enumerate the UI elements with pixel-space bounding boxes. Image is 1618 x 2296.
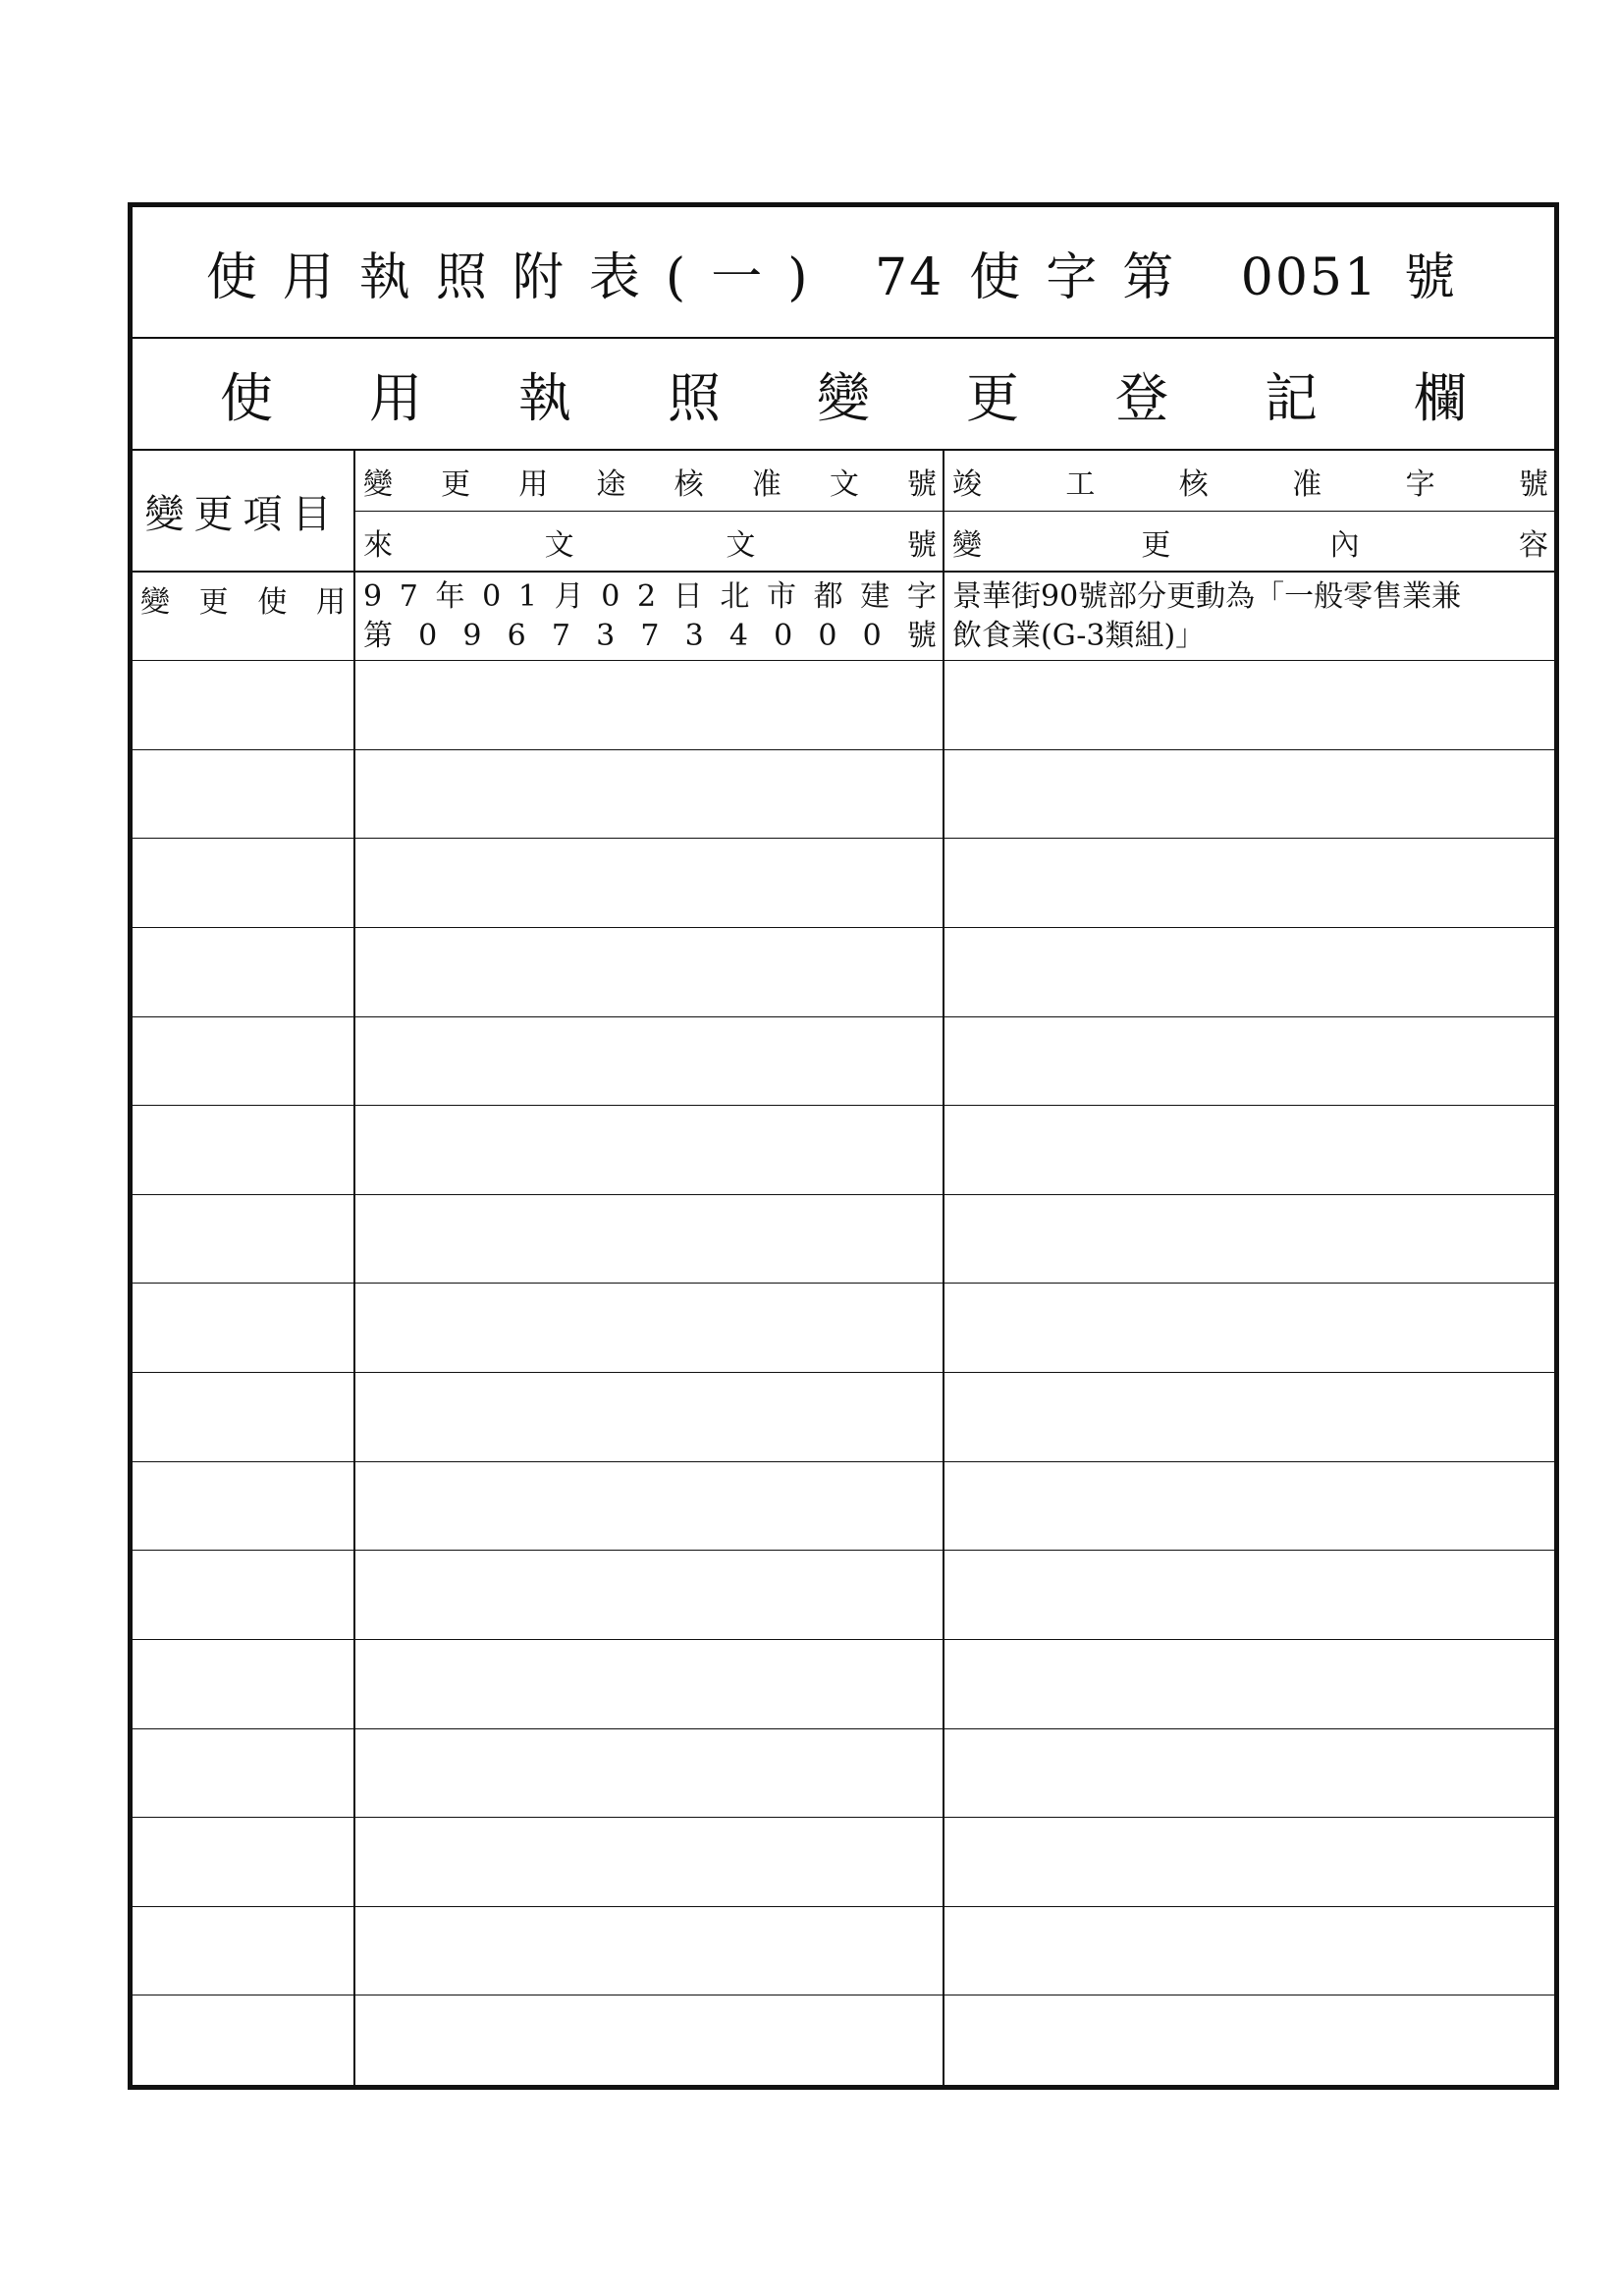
entry-item bbox=[133, 573, 353, 621]
cell-char: 0 bbox=[818, 619, 837, 653]
table-header-row bbox=[133, 451, 1554, 573]
table-row bbox=[133, 1818, 1554, 1907]
header-change-item: 變更項目 bbox=[133, 451, 355, 571]
cell-char: 3 bbox=[596, 619, 616, 653]
empty-item-cell bbox=[133, 1373, 355, 1461]
empty-content-cell bbox=[944, 1729, 1554, 1818]
empty-doc-cell bbox=[355, 839, 944, 927]
empty-doc-cell bbox=[355, 661, 944, 749]
empty-content-cell bbox=[944, 750, 1554, 839]
cell-char: 號 bbox=[906, 619, 937, 653]
cell-char: 竣 bbox=[952, 466, 982, 502]
cell-char: 6 bbox=[507, 619, 526, 653]
table-row bbox=[133, 573, 1554, 661]
cell-char: 0 bbox=[418, 619, 438, 653]
empty-content-cell bbox=[944, 1462, 1554, 1551]
empty-content-cell bbox=[944, 1017, 1554, 1106]
entry-item-cell bbox=[133, 573, 355, 660]
cell-char: 變 bbox=[363, 466, 393, 502]
empty-item-cell bbox=[133, 1640, 355, 1728]
empty-item-cell bbox=[133, 1195, 355, 1284]
empty-item-cell bbox=[133, 1284, 355, 1372]
empty-content-cell bbox=[944, 1818, 1554, 1906]
empty-item-cell bbox=[133, 1818, 355, 1906]
cell-char: 7 bbox=[551, 619, 570, 653]
cell-char: 3 bbox=[684, 619, 704, 653]
cell-char: 更 bbox=[1141, 528, 1171, 563]
empty-doc-cell bbox=[355, 1729, 944, 1818]
empty-content-cell bbox=[944, 1551, 1554, 1639]
empty-doc-cell bbox=[355, 1818, 944, 1906]
cell-char: 字 bbox=[906, 579, 937, 614]
empty-content-cell bbox=[944, 1106, 1554, 1194]
cell-char: 9 bbox=[462, 619, 482, 653]
cell-char: 更 bbox=[198, 585, 229, 620]
form-title-row bbox=[133, 207, 1554, 339]
empty-item-cell bbox=[133, 750, 355, 839]
empty-doc-cell bbox=[355, 1373, 944, 1461]
table-row bbox=[133, 1640, 1554, 1729]
empty-item-cell bbox=[133, 1017, 355, 1106]
cell-char: 9 bbox=[363, 579, 383, 614]
table-row bbox=[133, 928, 1554, 1017]
header-doc-column bbox=[355, 451, 944, 571]
empty-item-cell bbox=[133, 661, 355, 749]
table-row bbox=[133, 1551, 1554, 1640]
cell-char: 4 bbox=[728, 619, 748, 653]
form-title-middle: 使字第 bbox=[969, 247, 1200, 307]
empty-doc-cell bbox=[355, 750, 944, 839]
form-subtitle-row bbox=[133, 339, 1563, 451]
table-row bbox=[133, 1907, 1554, 1996]
table-row bbox=[133, 1373, 1554, 1462]
cell-char: 2 bbox=[636, 579, 657, 614]
cell-char: 來 bbox=[363, 528, 393, 563]
entry-doc-line-1 bbox=[355, 573, 943, 617]
cell-char: 號 bbox=[1518, 466, 1548, 502]
empty-doc-cell bbox=[355, 928, 944, 1016]
cell-char: 北 bbox=[720, 579, 750, 614]
empty-item-cell bbox=[133, 1995, 355, 2085]
cell-char: 核 bbox=[1178, 466, 1209, 502]
cell-char: 日 bbox=[673, 579, 703, 614]
header-approval-doc bbox=[355, 451, 943, 512]
cell-char: 0 bbox=[601, 579, 620, 614]
cell-char: 第 bbox=[363, 619, 393, 653]
table-row bbox=[133, 1995, 1554, 2085]
cell-char: 使 bbox=[257, 585, 288, 620]
entry-content-line-1: 景華街90號部分更動為「一般零售業兼 bbox=[952, 579, 1462, 614]
cell-char: 文 bbox=[829, 466, 859, 502]
form-title-prefix: 使用執照附表(一) bbox=[205, 247, 834, 307]
entry-doc-cell bbox=[355, 573, 944, 660]
cell-char: 容 bbox=[1518, 528, 1548, 563]
cell-char: 內 bbox=[1329, 528, 1360, 563]
cell-char: 變 bbox=[140, 585, 170, 620]
entry-content-line-2: 飲食業(G-3類組)」 bbox=[952, 619, 1206, 653]
cell-char: 更 bbox=[441, 466, 471, 502]
cell-char: 文 bbox=[544, 528, 574, 563]
cell-char: 月 bbox=[554, 579, 584, 614]
table-row bbox=[133, 1729, 1554, 1819]
table-row bbox=[133, 1106, 1554, 1195]
empty-content-cell bbox=[944, 1995, 1554, 2085]
empty-content-cell bbox=[944, 928, 1554, 1016]
cell-char: 號 bbox=[906, 466, 937, 502]
empty-doc-cell bbox=[355, 1995, 944, 2085]
header-change-content bbox=[944, 512, 1554, 573]
cell-char: 市 bbox=[766, 579, 796, 614]
cell-char: 途 bbox=[596, 466, 626, 502]
empty-content-cell bbox=[944, 1195, 1554, 1284]
empty-doc-cell bbox=[355, 1462, 944, 1551]
empty-doc-cell bbox=[355, 1106, 944, 1194]
cell-char: 0 bbox=[774, 619, 793, 653]
empty-content-cell bbox=[944, 661, 1554, 749]
empty-doc-cell bbox=[355, 1017, 944, 1106]
form-title-number: 74 bbox=[875, 247, 944, 307]
table-row bbox=[133, 750, 1554, 840]
table-row bbox=[133, 839, 1554, 928]
empty-item-cell bbox=[133, 839, 355, 927]
cell-char: 0 bbox=[482, 579, 502, 614]
form-title bbox=[206, 236, 1481, 309]
header-content-column bbox=[944, 451, 1554, 571]
empty-item-cell bbox=[133, 1106, 355, 1194]
empty-content-cell bbox=[944, 1907, 1554, 1995]
empty-content-cell bbox=[944, 839, 1554, 927]
cell-char: 建 bbox=[860, 579, 890, 614]
empty-item-cell bbox=[133, 1907, 355, 1995]
cell-char: 用 bbox=[518, 466, 549, 502]
entry-content bbox=[944, 573, 1554, 656]
cell-char: 工 bbox=[1065, 466, 1096, 502]
empty-item-cell bbox=[133, 1729, 355, 1818]
empty-doc-cell bbox=[355, 1195, 944, 1284]
cell-char: 准 bbox=[751, 466, 782, 502]
empty-content-cell bbox=[944, 1373, 1554, 1461]
cell-char: 7 bbox=[640, 619, 660, 653]
cell-char: 號 bbox=[906, 528, 937, 563]
cell-char: 核 bbox=[674, 466, 704, 502]
cell-char: 都 bbox=[813, 579, 843, 614]
form-subtitle: 使用執照變更登記欄 bbox=[220, 366, 1563, 429]
cell-char: 字 bbox=[1405, 466, 1435, 502]
header-incoming-doc bbox=[355, 512, 943, 573]
cell-char: 文 bbox=[726, 528, 756, 563]
table-row bbox=[133, 1195, 1554, 1285]
entry-content-cell bbox=[944, 573, 1554, 660]
form-title-suffix: 號 bbox=[1404, 247, 1482, 307]
cell-char: 0 bbox=[862, 619, 882, 653]
empty-item-cell bbox=[133, 928, 355, 1016]
cell-char: 變 bbox=[952, 528, 982, 563]
table-row bbox=[133, 661, 1554, 750]
cell-char: 年 bbox=[435, 579, 465, 614]
empty-doc-cell bbox=[355, 1640, 944, 1728]
empty-content-cell bbox=[944, 1284, 1554, 1372]
cell-char: 用 bbox=[315, 585, 346, 620]
license-form-frame bbox=[128, 202, 1563, 2090]
table-row bbox=[133, 1017, 1554, 1107]
cell-char: 7 bbox=[399, 579, 418, 614]
empty-item-cell bbox=[133, 1551, 355, 1639]
form-title-serial: 0051 bbox=[1240, 247, 1379, 307]
cell-char: 1 bbox=[517, 579, 537, 614]
empty-doc-cell bbox=[355, 1551, 944, 1639]
header-completion-number bbox=[944, 451, 1554, 512]
table-row bbox=[133, 1284, 1554, 1373]
cell-char: 准 bbox=[1292, 466, 1322, 502]
entry-doc-line-2 bbox=[355, 617, 943, 656]
table-row bbox=[133, 1462, 1554, 1552]
empty-doc-cell bbox=[355, 1907, 944, 1995]
empty-item-cell bbox=[133, 1462, 355, 1551]
empty-content-cell bbox=[944, 1640, 1554, 1728]
empty-doc-cell bbox=[355, 1284, 944, 1372]
